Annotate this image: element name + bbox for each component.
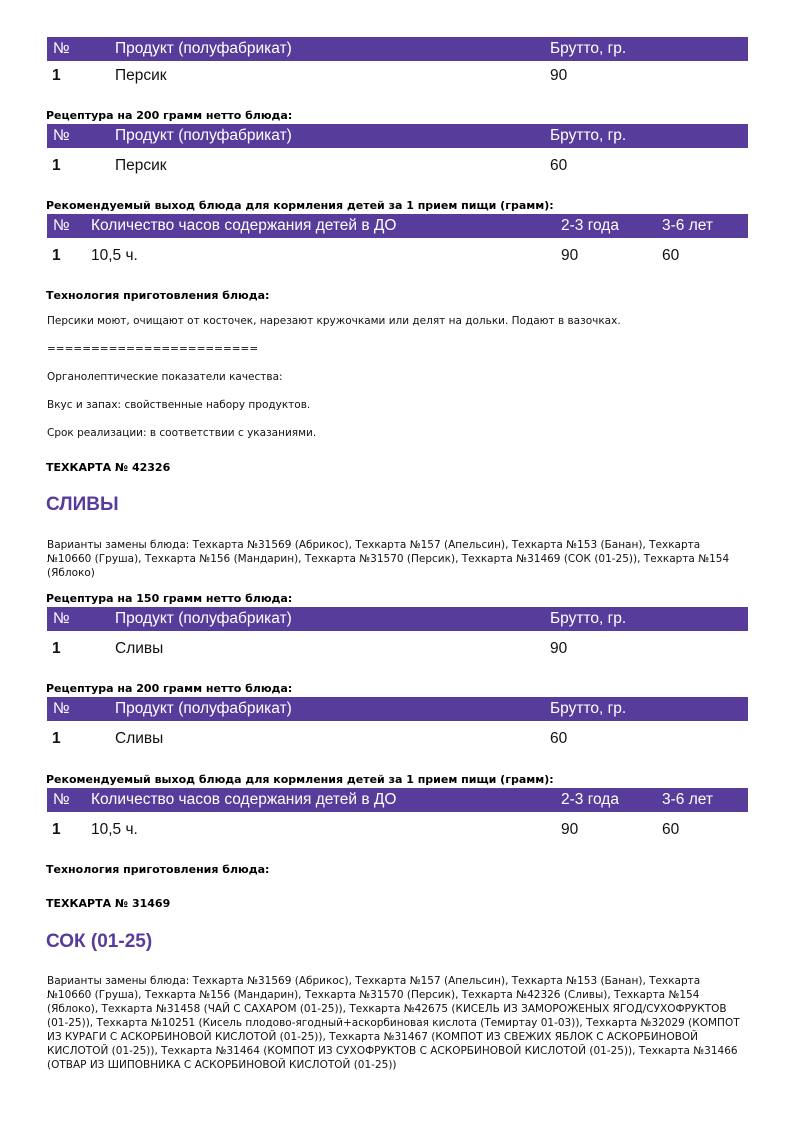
row-age-2-3: 90 (561, 821, 579, 838)
table-row (47, 154, 748, 178)
yield-caption: Рекомендуемый выход блюда для кормления детей за 1 прием пищи (грамм): (46, 773, 554, 786)
row-gross: 60 (550, 157, 568, 174)
yield-caption: Рекомендуемый выход блюда для кормления детей за 1 прием пищи (грамм): (46, 199, 554, 212)
col-num: № (53, 610, 70, 627)
row-gross: 90 (550, 640, 568, 657)
row-num: 1 (52, 247, 61, 264)
col-num: № (53, 217, 70, 234)
tech-caption: Технология приготовления блюда: (46, 289, 270, 302)
col-hours: Количество часов содержания детей в ДО (91, 791, 397, 808)
row-hours: 10,5 ч. (91, 821, 138, 838)
recipe-150-caption: Рецептура на 150 грамм нетто блюда: (46, 592, 293, 605)
col-gross: Брутто, гр. (550, 127, 627, 144)
dish-title: СЛИВЫ (46, 494, 119, 515)
tech-caption: Технология приготовления блюда: (46, 863, 270, 876)
row-hours: 10,5 ч. (91, 247, 138, 264)
col-age-3-6: 3-6 лет (662, 217, 713, 234)
techcard-number: ТЕХКАРТА № 42326 (46, 461, 171, 474)
taste-text: Вкус и запах: свойственные набору продуктов. (47, 399, 311, 411)
table-header (47, 697, 748, 721)
separator: ======================== (47, 343, 259, 355)
table-row (47, 727, 748, 751)
table-header (47, 607, 748, 631)
recipe-200-caption: Рецептура на 200 грамм нетто блюда: (46, 682, 293, 695)
substitution-variants: Варианты замены блюда: Техкарта №31569 (Абрикос), Техкарта №157 (Апельсин), Техкарта №153 (Банан), Техкарта №10660 (Груша), Техкарта №156 (Мандарин), Техкарта №31570 (Персик), Техкарта №42326 (Сливы), Техкарта №154 (Яблоко), Техкарта №31458 (ЧАЙ С САХАРОМ (01-25)), Техкарта №42675 (КИСЕЛЬ ИЗ ЗАМОРОЖЕНЫХ ЯГОД/СУХОФРУКТОВ (01-25)), Техкарта №10251 (Кисель плодово-ягодный+аскорбиновая кислота (Темиртау 01-03)), Техкарта №32029 (КОМПОТ ИЗ КУРАГИ С АСКОРБИНОВОЙ КИСЛОТОЙ (01-25)), Техкарта №31467 (КОМПОТ ИЗ СВЕЖИХ ЯБЛОК С АСКОРБИНОВОЙ КИСЛОТОЙ (01-25)), Техкарта №31464 (КОМПОТ ИЗ СУХОФРУКТОВ С АСКОРБИНОВОЙ КИСЛОТОЙ (01-25)), Техкарта №31466 (ОТВАР ИЗ ШИПОВНИКА С АСКОРБИНОВОЙ КИСЛОТОЙ (01-25)) (47, 975, 740, 1071)
table-header (47, 37, 748, 61)
substitution-variants: Варианты замены блюда: Техкарта №31569 (Абрикос), Техкарта №157 (Апельсин), Техкарта №153 (Банан), Техкарта №10660 (Груша), Техкарта №156 (Мандарин), Техкарта №31570 (Персик), Техкарта №31469 (СОК (01-25)), Техкарта №154 (Яблоко) (47, 539, 730, 579)
row-age-2-3: 90 (561, 247, 579, 264)
row-product: Сливы (115, 730, 164, 747)
table-header (47, 124, 748, 148)
row-num: 1 (52, 730, 61, 747)
col-gross: Брутто, гр. (550, 700, 627, 717)
col-age-2-3: 2-3 года (561, 217, 619, 234)
dish-title: СОК (01-25) (46, 931, 153, 952)
col-num: № (53, 791, 70, 808)
table-row (47, 637, 748, 661)
row-product: Персик (115, 67, 167, 84)
recipe-200-caption: Рецептура на 200 грамм нетто блюда: (46, 109, 293, 122)
tech-text: Персики моют, очищают от косточек, нарезают кружочками или делят на дольки. Подают в вазочках. (47, 315, 621, 327)
row-age-3-6: 60 (662, 247, 680, 264)
col-hours: Количество часов содержания детей в ДО (91, 217, 397, 234)
row-age-3-6: 60 (662, 821, 680, 838)
col-num: № (53, 700, 70, 717)
row-gross: 90 (550, 67, 568, 84)
col-age-3-6: 3-6 лет (662, 791, 713, 808)
row-num: 1 (52, 157, 61, 174)
col-product: Продукт (полуфабрикат) (115, 700, 292, 717)
techcard-number: ТЕХКАРТА № 31469 (46, 897, 171, 910)
row-gross: 60 (550, 730, 568, 747)
col-product: Продукт (полуфабрикат) (115, 127, 292, 144)
table-row (47, 64, 748, 88)
col-gross: Брутто, гр. (550, 610, 627, 627)
col-product: Продукт (полуфабрикат) (115, 610, 292, 627)
shelf-life-text: Срок реализации: в соответствии с указаниями. (47, 427, 317, 439)
row-num: 1 (52, 821, 61, 838)
table-row (47, 244, 748, 268)
table-header (47, 214, 748, 238)
col-age-2-3: 2-3 года (561, 791, 619, 808)
row-product: Сливы (115, 640, 164, 657)
col-num: № (53, 127, 70, 144)
row-num: 1 (52, 640, 61, 657)
row-num: 1 (52, 67, 61, 84)
col-product: Продукт (полуфабрикат) (115, 40, 292, 57)
table-row (47, 818, 748, 842)
table-header (47, 788, 748, 812)
col-num: № (53, 40, 70, 57)
col-gross: Брутто, гр. (550, 40, 627, 57)
organoleptic-label: Органолептические показатели качества: (47, 371, 283, 383)
row-product: Персик (115, 157, 167, 174)
